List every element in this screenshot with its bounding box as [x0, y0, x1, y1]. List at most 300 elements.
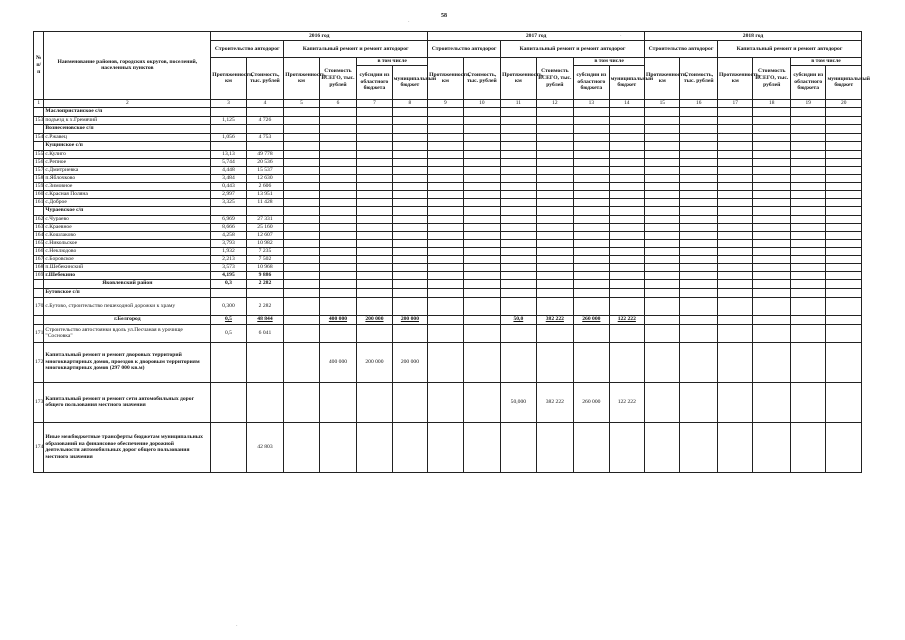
cell-col-15	[645, 124, 680, 133]
cell-col-20	[826, 324, 862, 342]
row-name: Капитальный ремонт и ремонт сети автомобильных дорог общего пользования местного значения	[44, 382, 211, 422]
cell-col-9	[428, 116, 463, 124]
cell-col-12	[536, 255, 574, 263]
cell-col-16	[680, 223, 718, 231]
cell-col-15	[645, 166, 680, 174]
cell-col-11: 50,0	[501, 315, 536, 324]
cell-col-10	[463, 158, 501, 166]
cell-col-3: 0,5	[211, 315, 246, 324]
row-name: с.Дмитриевка	[44, 166, 211, 174]
cell-col-10	[463, 247, 501, 255]
cell-col-16	[680, 263, 718, 271]
cell-col-12	[536, 150, 574, 158]
cell-col-15	[645, 288, 680, 297]
cell-col-16	[680, 297, 718, 315]
cell-col-15	[645, 107, 680, 116]
cell-col-10	[463, 198, 501, 206]
cell-col-4: 13 951	[246, 190, 284, 198]
cell-col-14	[609, 247, 644, 255]
cell-col-10	[463, 382, 501, 422]
row-number: 167	[35, 255, 44, 262]
cell-col-20	[826, 239, 862, 247]
cell-col-15	[645, 231, 680, 239]
cell-col-7	[357, 255, 392, 263]
cell-col-11	[501, 150, 536, 158]
cell-col-12	[536, 190, 574, 198]
cell-col-9	[428, 342, 463, 382]
cell-col-6	[319, 190, 357, 198]
cell-col-15	[645, 133, 680, 141]
cell-col-10	[463, 190, 501, 198]
table-row	[34, 263, 862, 271]
cell-col-15	[645, 116, 680, 124]
cell-col-11	[501, 215, 536, 223]
cell-col-9	[428, 279, 463, 288]
header-repair: Капитальный ремонт и ремонт автодорог	[501, 41, 645, 58]
cell-col-11	[501, 124, 536, 133]
cell-col-9	[428, 158, 463, 166]
cell-col-17	[718, 182, 753, 190]
row-number: 156	[35, 158, 44, 165]
cell-col-15	[645, 297, 680, 315]
cell-col-7	[357, 133, 392, 141]
cell-col-4: 6 041	[246, 324, 284, 342]
cell-col-17	[718, 382, 753, 422]
cell-col-16	[680, 324, 718, 342]
cell-col-8	[392, 382, 427, 422]
row-name: Капитальный ремонт и ремонт дворовых территорий многоквартирных домов, проездов к дворовым территориям многоквартирных домов (297 000 кв.м)	[44, 342, 211, 382]
cell-col-5	[284, 158, 319, 166]
scan-speck: ·	[620, 34, 622, 39]
cell-col-7	[357, 279, 392, 288]
cell-col-9	[428, 107, 463, 116]
cell-col-10	[463, 422, 501, 472]
cell-col-3: 2,213	[211, 255, 246, 263]
cell-col-5	[284, 279, 319, 288]
section-row	[34, 288, 862, 297]
cell-col-5	[284, 124, 319, 133]
cell-col-17	[718, 174, 753, 182]
cell-col-8	[392, 182, 427, 190]
cell-col-20	[826, 255, 862, 263]
cell-col-17	[718, 116, 753, 124]
cell-col-11	[501, 324, 536, 342]
cell-col-8	[392, 198, 427, 206]
cell-col-12	[536, 158, 574, 166]
cell-col-17	[718, 141, 753, 150]
cell-col-15	[645, 206, 680, 215]
cell-col-4: 10 968	[246, 263, 284, 271]
cell-col-15	[645, 198, 680, 206]
cell-col-3: 3,793	[211, 239, 246, 247]
cell-col-18	[753, 116, 791, 124]
cell-col-15	[645, 158, 680, 166]
cell-col-14	[609, 133, 644, 141]
row-number: 158	[35, 174, 44, 181]
cell-col-9	[428, 255, 463, 263]
cell-col-18	[753, 255, 791, 263]
column-number: 11	[501, 99, 536, 107]
cell-col-6	[319, 141, 357, 150]
cell-col-4	[246, 206, 284, 215]
cell-col-6	[319, 239, 357, 247]
cell-col-11	[501, 255, 536, 263]
cell-col-11	[501, 182, 536, 190]
cell-col-4: 4 726	[246, 116, 284, 124]
cell-col-20	[826, 279, 862, 288]
cell-col-9	[428, 382, 463, 422]
cell-col-15	[645, 315, 680, 324]
cell-col-10	[463, 166, 501, 174]
cell-col-11	[501, 198, 536, 206]
column-number: 4	[246, 99, 284, 107]
cell-col-14	[609, 297, 644, 315]
cell-col-7	[357, 174, 392, 182]
cell-col-19	[791, 174, 826, 182]
cell-col-9	[428, 190, 463, 198]
row-name: с.Доброе	[44, 198, 211, 206]
row-number: 153	[35, 116, 44, 123]
cell-col-20	[826, 133, 862, 141]
cell-col-17	[718, 150, 753, 158]
cell-col-10	[463, 239, 501, 247]
cell-col-13	[574, 215, 609, 223]
cell-col-10	[463, 116, 501, 124]
column-number: 9	[428, 99, 463, 107]
cell-col-19	[791, 239, 826, 247]
cell-col-14	[609, 255, 644, 263]
column-number: 8	[392, 99, 427, 107]
cell-col-6	[319, 382, 357, 422]
cell-col-6	[319, 206, 357, 215]
cell-col-13	[574, 271, 609, 279]
cell-col-20	[826, 141, 862, 150]
cell-col-18	[753, 279, 791, 288]
cell-col-19	[791, 141, 826, 150]
cell-col-13	[574, 342, 609, 382]
header-incl: в том числе	[357, 58, 428, 66]
column-number: 16	[680, 99, 718, 107]
cell-col-4	[246, 107, 284, 116]
row-name: с.Чураево	[44, 215, 211, 223]
cell-col-9	[428, 315, 463, 324]
cell-col-15	[645, 271, 680, 279]
row-name: г.Шебекино	[44, 271, 211, 279]
cell-col-4: 42 803	[246, 422, 284, 472]
cell-col-11	[501, 133, 536, 141]
row-number: 165	[35, 239, 44, 246]
row-name: подъезд к х.Гремячий	[44, 116, 211, 124]
cell-col-11	[501, 279, 536, 288]
cell-col-5	[284, 215, 319, 223]
row-name: с.Краевное	[44, 223, 211, 231]
cell-col-17	[718, 297, 753, 315]
row-number	[34, 288, 44, 297]
cell-col-16	[680, 124, 718, 133]
cell-col-4	[246, 342, 284, 382]
cell-col-11	[501, 263, 536, 271]
cell-col-16	[680, 116, 718, 124]
cell-col-5	[284, 206, 319, 215]
cell-col-18	[753, 158, 791, 166]
cell-col-12	[536, 271, 574, 279]
cell-col-5	[284, 263, 319, 271]
cell-col-7	[357, 116, 392, 124]
cell-col-3: 4,258	[211, 231, 246, 239]
cell-col-19	[791, 150, 826, 158]
cell-col-10	[463, 279, 501, 288]
cell-col-5	[284, 422, 319, 472]
cell-col-8: 200 000	[392, 342, 427, 382]
cell-col-7	[357, 158, 392, 166]
cell-col-14	[609, 342, 644, 382]
cell-col-10	[463, 174, 501, 182]
table-row	[34, 231, 862, 239]
cell-col-17	[718, 107, 753, 116]
cell-col-9	[428, 206, 463, 215]
table-body	[34, 107, 862, 472]
cell-col-15	[645, 382, 680, 422]
row-number: 172	[34, 342, 44, 382]
cell-col-9	[428, 141, 463, 150]
cell-col-13	[574, 150, 609, 158]
cell-col-17	[718, 215, 753, 223]
cell-col-11	[501, 342, 536, 382]
cell-col-15	[645, 342, 680, 382]
table-row	[34, 182, 862, 190]
cell-col-7	[357, 206, 392, 215]
district-row	[34, 279, 862, 288]
cell-col-3: 0,300	[211, 297, 246, 315]
cell-col-11	[501, 297, 536, 315]
cell-col-3	[211, 342, 246, 382]
cell-col-10	[463, 231, 501, 239]
page-number: 58	[441, 13, 447, 19]
header-municipal: муниципальный бюджет	[609, 65, 644, 99]
cell-col-16	[680, 382, 718, 422]
cell-col-16	[680, 158, 718, 166]
cell-col-11	[501, 141, 536, 150]
cell-col-17	[718, 247, 753, 255]
cell-col-5	[284, 239, 319, 247]
cell-col-3: 8,666	[211, 223, 246, 231]
column-number: 19	[791, 99, 826, 107]
cell-col-10	[463, 182, 501, 190]
cell-col-11: 50,000	[501, 382, 536, 422]
cell-col-20	[826, 206, 862, 215]
cell-col-18	[753, 271, 791, 279]
cell-col-12	[536, 263, 574, 271]
header-construction: Строительство автодорог	[428, 41, 501, 58]
cell-col-7	[357, 422, 392, 472]
cell-col-8	[392, 158, 427, 166]
cell-col-8	[392, 174, 427, 182]
section-row	[34, 124, 862, 133]
cell-col-17	[718, 198, 753, 206]
cell-col-12	[536, 247, 574, 255]
cell-col-17	[718, 315, 753, 324]
cell-col-18	[753, 324, 791, 342]
row-number	[34, 315, 44, 324]
cell-col-17	[718, 255, 753, 263]
cell-col-9	[428, 324, 463, 342]
cell-col-4: 12 607	[246, 231, 284, 239]
cell-col-19	[791, 182, 826, 190]
header-construction: Строительство автодорог	[211, 41, 284, 58]
cell-col-15	[645, 215, 680, 223]
cell-col-16	[680, 133, 718, 141]
cell-col-20	[826, 215, 862, 223]
cell-col-10	[463, 255, 501, 263]
cell-col-7	[357, 297, 392, 315]
cell-col-4: 7 502	[246, 255, 284, 263]
cell-col-9	[428, 223, 463, 231]
cell-col-19	[791, 116, 826, 124]
cell-col-5	[284, 150, 319, 158]
cell-col-4: 4 753	[246, 133, 284, 141]
cell-col-5	[284, 116, 319, 124]
row-name: с.Боровское	[44, 255, 211, 263]
cell-col-4: 10 982	[246, 239, 284, 247]
cell-col-14	[609, 190, 644, 198]
cell-col-15	[645, 422, 680, 472]
cell-col-3	[211, 107, 246, 116]
cell-col-8	[392, 247, 427, 255]
cell-col-8	[392, 271, 427, 279]
table-row	[34, 166, 862, 174]
cell-col-13	[574, 182, 609, 190]
cell-col-7: 200 000	[357, 315, 392, 324]
row-name: с.Красная Поляна	[44, 190, 211, 198]
cell-col-7	[357, 182, 392, 190]
cell-col-9	[428, 288, 463, 297]
cell-col-10	[463, 215, 501, 223]
cell-col-19	[791, 190, 826, 198]
cell-col-5	[284, 223, 319, 231]
cell-col-7	[357, 223, 392, 231]
cell-col-6	[319, 288, 357, 297]
cell-col-20	[826, 422, 862, 472]
header-cost: Стоимость, тыс. рублей	[463, 58, 501, 100]
cell-col-14	[609, 239, 644, 247]
cell-col-20	[826, 223, 862, 231]
cell-col-13	[574, 239, 609, 247]
cell-col-6	[319, 133, 357, 141]
cell-col-14	[609, 150, 644, 158]
cell-col-19	[791, 215, 826, 223]
cell-col-14	[609, 215, 644, 223]
cell-col-4: 12 630	[246, 174, 284, 182]
cell-col-18	[753, 382, 791, 422]
row-number: 166	[35, 247, 44, 254]
header-length: Протяженность, км	[211, 58, 246, 100]
cell-col-16	[680, 231, 718, 239]
row-number: 169	[35, 271, 44, 278]
cell-col-13	[574, 124, 609, 133]
cell-col-13	[574, 198, 609, 206]
cell-col-16	[680, 422, 718, 472]
row-name: г.Белгород	[44, 315, 211, 324]
header-year-2018: 2018 год	[645, 32, 862, 41]
cell-col-18	[753, 166, 791, 174]
cell-col-11	[501, 107, 536, 116]
cell-col-4: 2 606	[246, 182, 284, 190]
header-construction: Строительство автодорог	[645, 41, 718, 58]
cell-col-20	[826, 158, 862, 166]
cell-col-17	[718, 279, 753, 288]
cell-col-13	[574, 231, 609, 239]
cell-col-14	[609, 158, 644, 166]
cell-col-20	[826, 182, 862, 190]
cell-col-5	[284, 133, 319, 141]
header-year-2017: 2017 год	[428, 32, 645, 41]
cell-col-14	[609, 231, 644, 239]
cell-col-14	[609, 107, 644, 116]
table-row	[34, 247, 862, 255]
header-subsidy: субсидии из областного бюджета	[357, 65, 392, 99]
cell-col-7	[357, 247, 392, 255]
column-number: 15	[645, 99, 680, 107]
cell-col-11	[501, 206, 536, 215]
cell-col-17	[718, 124, 753, 133]
cell-col-16	[680, 150, 718, 158]
cell-col-3: 1,932	[211, 247, 246, 255]
row-number: 159	[35, 182, 44, 189]
table-row	[34, 133, 862, 141]
cell-col-17	[718, 166, 753, 174]
cell-col-12	[536, 133, 574, 141]
cell-col-4	[246, 124, 284, 133]
cell-col-19	[791, 263, 826, 271]
cell-col-20	[826, 247, 862, 255]
cell-col-18	[753, 288, 791, 297]
cell-col-10	[463, 297, 501, 315]
row-number	[34, 141, 44, 150]
cell-col-17	[718, 271, 753, 279]
cell-col-14: 122 222	[609, 382, 644, 422]
cell-col-9	[428, 422, 463, 472]
cell-col-19	[791, 279, 826, 288]
cell-col-4: 48 844	[246, 315, 284, 324]
cell-col-6	[319, 174, 357, 182]
cell-col-17	[718, 206, 753, 215]
cell-col-18	[753, 133, 791, 141]
cell-col-6	[319, 422, 357, 472]
row-name: п.Яблочково	[44, 174, 211, 182]
cell-col-8	[392, 255, 427, 263]
table-row	[34, 190, 862, 198]
cell-col-6	[319, 324, 357, 342]
cell-col-18	[753, 141, 791, 150]
cell-col-18	[753, 239, 791, 247]
section-row	[34, 141, 862, 150]
cell-col-7	[357, 124, 392, 133]
cell-col-11	[501, 271, 536, 279]
cell-col-6	[319, 124, 357, 133]
header-cost-total: Стоимость ВСЕГО, тыс. рублей	[753, 58, 791, 100]
cell-col-19	[791, 255, 826, 263]
cell-col-13	[574, 116, 609, 124]
cell-col-15	[645, 247, 680, 255]
cell-col-9	[428, 133, 463, 141]
cell-col-5	[284, 141, 319, 150]
cell-col-12	[536, 141, 574, 150]
table-row	[34, 150, 862, 158]
cell-col-20	[826, 263, 862, 271]
cell-col-18	[753, 315, 791, 324]
cell-col-19	[791, 297, 826, 315]
row-number: 164	[35, 231, 44, 238]
